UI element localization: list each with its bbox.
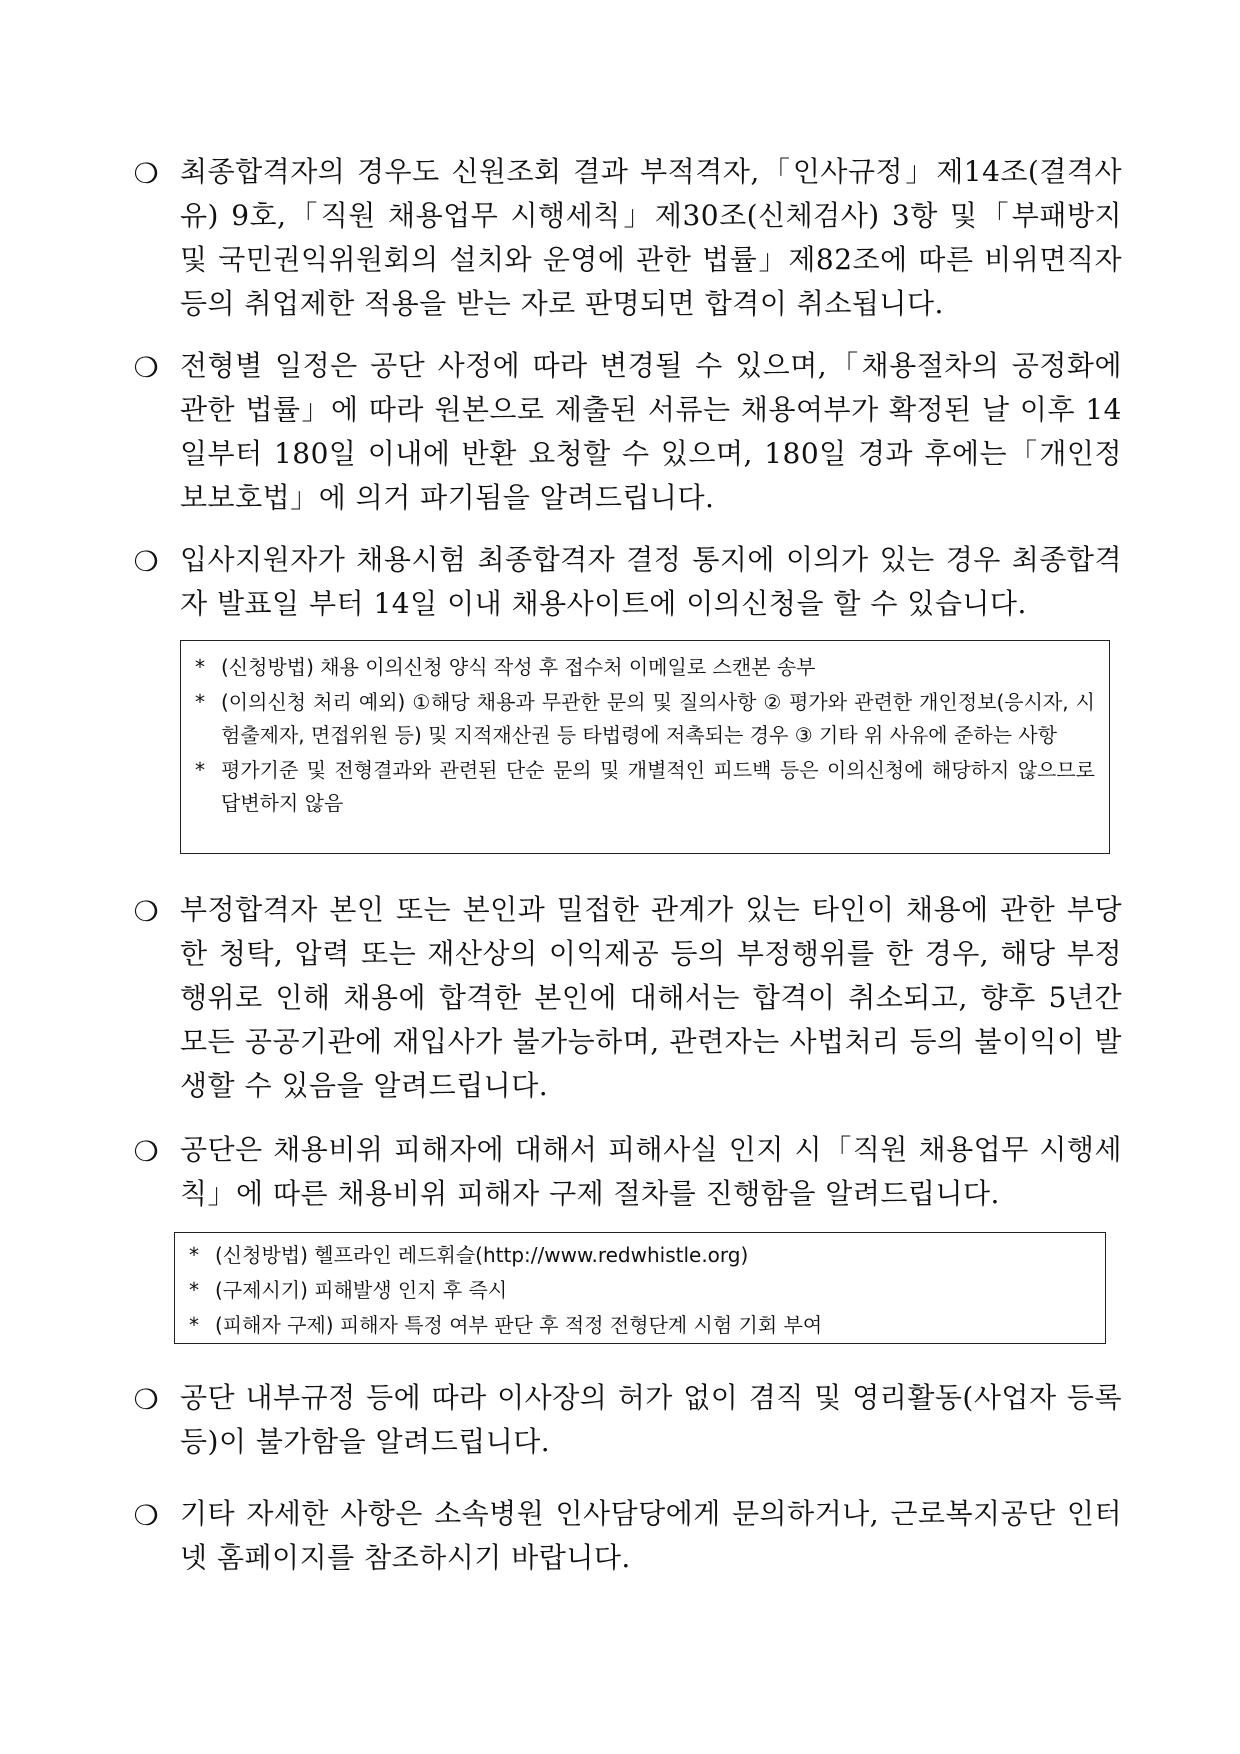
asterisk-icon: * <box>195 690 205 714</box>
circle-bullet-icon: ❍ <box>133 545 159 578</box>
paragraph-text: 전형별 일정은 공단 사정에 따라 변경될 수 있으며,「채용절차의 공정화에 관한 법률」에 따라 원본으로 제출된 서류는 채용여부가 확정된 날 이후 14일부터 180일 이내에 반환 요청할 수 있으며, 180일 경과 후에는「개인정보보호법」에 의거 파기됨을 알려드립니다. <box>180 349 1122 514</box>
paragraph-text: 입사지원자가 채용시험 최종합격자 결정 통지에 이의가 있는 경우 최종합격자 발표일 부터 14일 이내 채용사이트에 이의신청을 할 수 있습니다. <box>180 543 1122 620</box>
circle-bullet-icon: ❍ <box>133 1499 159 1532</box>
circle-bullet-icon: ❍ <box>133 895 159 928</box>
circle-bullet-icon: ❍ <box>133 1135 159 1168</box>
objection-notes-box <box>180 640 1110 854</box>
note-item <box>189 1274 1091 1307</box>
paragraph-disqualification <box>132 150 1122 326</box>
paragraph-victim-relief <box>132 1128 1122 1216</box>
paragraph-objection <box>132 538 1122 626</box>
note-item <box>195 754 1095 820</box>
asterisk-icon: * <box>195 758 205 782</box>
note-item <box>189 1309 1091 1342</box>
paragraph-text: 부정합격자 본인 또는 본인과 밀접한 관계가 있는 타인이 채용에 관한 부당한 청탁, 압력 또는 재산상의 이익제공 등의 부정행위를 한 경우, 해당 부정행위로 인해 채용에 합격한 본인에 대해서는 합격이 취소되고, 향후 5년간 모든 공공기관에 재입사가 불가능하며, 관련자는 사법처리 등의 불이익이 발생할 수 있음을 알려드립니다. <box>180 893 1122 1102</box>
note-text: (피해자 구제) 피해자 특정 여부 판단 후 적정 전형단계 시험 기회 부여 <box>215 1313 823 1337</box>
note-text: (신청방법) 채용 이의신청 양식 작성 후 접수처 이메일로 스캔본 송부 <box>221 655 816 679</box>
paragraph-fraud <box>132 888 1122 1108</box>
paragraph-text: 최종합격자의 경우도 신원조회 결과 부적격자,「인사규정」제14조(결격사유) 9호,「직원 채용업무 시행세칙」제30조(신체검사) 3항 및「부패방지 및 국민권익위원회의 설치와 운영에 관한 법률」제82조에 따른 비위면직자 등의 취업제한 적용을 받는 자로 판명되면 합격이 취소됩니다. <box>180 155 1122 320</box>
paragraph-contact <box>132 1492 1122 1580</box>
asterisk-icon: * <box>195 655 205 679</box>
note-item <box>195 686 1095 752</box>
paragraph-text: 공단 내부규정 등에 따라 이사장의 허가 없이 겸직 및 영리활동(사업자 등록 등)이 불가함을 알려드립니다. <box>180 1381 1122 1458</box>
note-item <box>195 651 1095 684</box>
circle-bullet-icon: ❍ <box>133 1383 159 1416</box>
relief-notes-box <box>174 1232 1106 1344</box>
paragraph-side-job <box>132 1376 1122 1464</box>
note-item <box>189 1239 1091 1272</box>
paragraph-text: 공단은 채용비위 피해자에 대해서 피해사실 인지 시「직원 채용업무 시행세칙」에 따른 채용비위 피해자 구제 절차를 진행함을 알려드립니다. <box>180 1133 1122 1210</box>
note-text: 평가기준 및 전형결과와 관련된 단순 문의 및 개별적인 피드백 등은 이의신청에 해당하지 않으므로 답변하지 않음 <box>221 758 1095 815</box>
paragraph-schedule <box>132 344 1122 520</box>
circle-bullet-icon: ❍ <box>133 351 159 384</box>
asterisk-icon: * <box>189 1278 199 1302</box>
circle-bullet-icon: ❍ <box>133 157 159 190</box>
note-text: (신청방법) 헬프라인 레드휘슬(http://www.redwhistle.org) <box>215 1243 749 1267</box>
paragraph-text: 기타 자세한 사항은 소속병원 인사담당에게 문의하거나, 근로복지공단 인터넷 홈페이지를 참조하시기 바랍니다. <box>180 1497 1122 1574</box>
note-text: (이의신청 처리 예외) ①해당 채용과 무관한 문의 및 질의사항 ② 평가와 관련한 개인정보(응시자, 시험출제자, 면접위원 등) 및 지적재산권 등 타법령에 저촉되는 경우 ③ 기타 위 사유에 준하는 사항 <box>221 690 1095 747</box>
asterisk-icon: * <box>189 1243 199 1267</box>
note-text: (구제시기) 피해발생 인지 후 즉시 <box>215 1278 508 1302</box>
asterisk-icon: * <box>189 1313 199 1337</box>
